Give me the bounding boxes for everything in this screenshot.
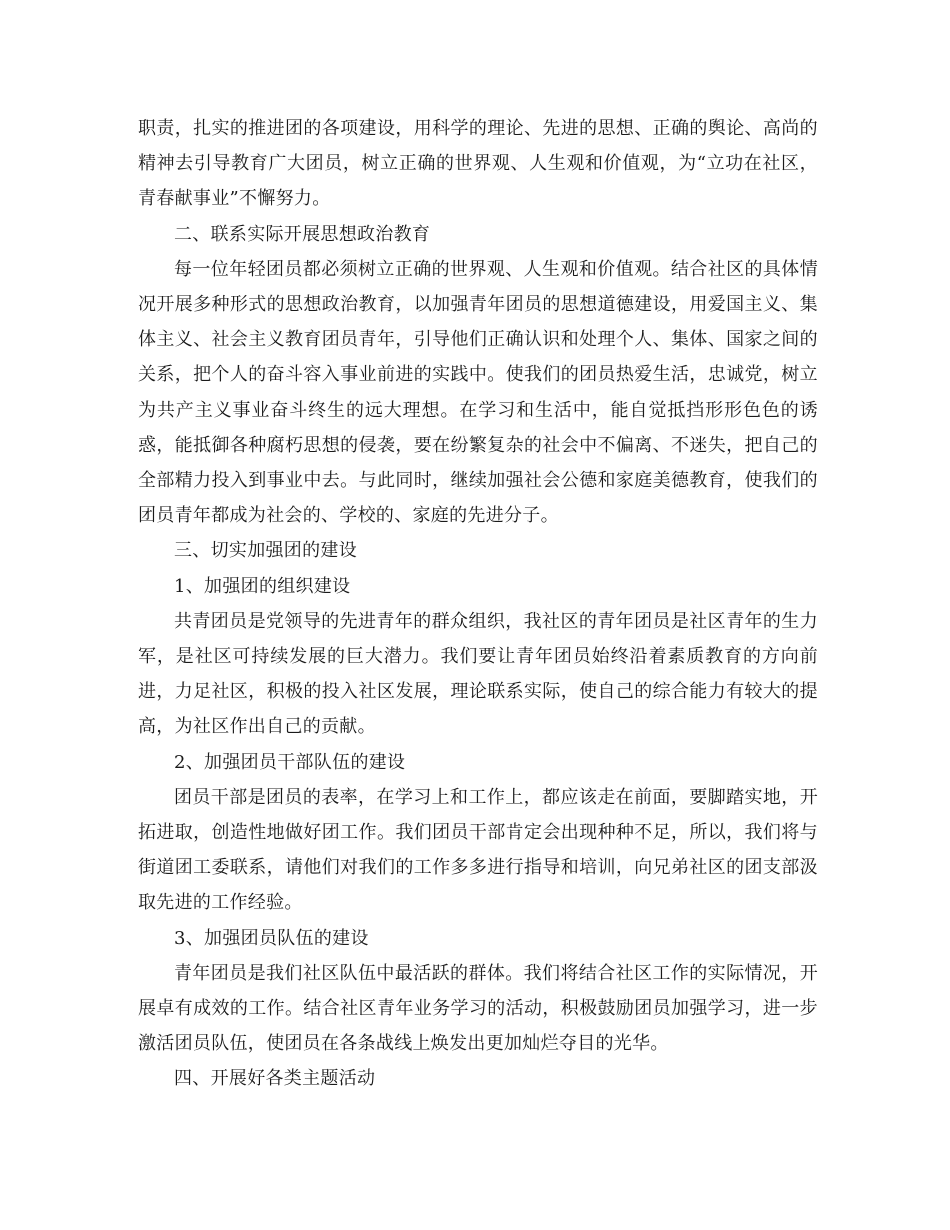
paragraph-members: 青年团员是我们社区队伍中最活跃的群体。我们将结合社区工作的实际情况，开展卓有成效的工作。结合社区青年业务学习的活动，积极鼓励团员加强学习，进一步激活团员队伍，使团员在各条战线上焕发出更加灿烂夺目的光华。: [138, 962, 818, 1055]
section-heading-3: 三、切实加强团的建设: [174, 540, 357, 562]
subsection-heading-3-2: 2、加强团员干部队伍的建设: [174, 751, 406, 773]
subsection-heading-3-1: 1、加强团的组织建设: [174, 575, 351, 597]
paragraph-cadres: 团员干部是团员的表率，在学习上和工作上，都应该走在前面，要脚踏实地，开拓进取，创造性地做好团工作。我们团员干部肯定会出现种种不足，所以，我们将与街道团工委联系，请他们对我们的工作多多进行指导和培训，向兄弟社区的团支部汲取先进的工作经验。: [138, 786, 818, 914]
paragraph-organization: 共青团员是党领导的先进青年的群众组织，我社区的青年团员是社区青年的生力军，是社区可持续发展的巨大潜力。我们要让青年团员始终沿着素质教育的方向前进，力足社区，积极的投入社区发展，理论联系实际，使自己的综合能力有较大的提高，为社区作出自己的贡献。: [138, 610, 818, 738]
paragraph-continued: 职责，扎实的推进团的各项建设，用科学的理论、先进的思想、正确的舆论、高尚的精神去引导教育广大团员，树立正确的世界观、人生观和价值观，为“立功在社区，青春献事业”不懈努力。: [138, 118, 818, 210]
section-heading-2: 二、联系实际开展思想政治教育: [174, 223, 431, 245]
document-body: [138, 111, 818, 1097]
paragraph-ideology-education: 每一位年轻团员都必须树立正确的世界观、人生观和价值观。结合社区的具体情况开展多种形式的思想政治教育，以加强青年团员的思想道德建设，用爱国主义、集体主义、社会主义教育团员青年，引导他们正确认识和处理个人、集体、国家之间的关系，把个人的奋斗容入事业前进的实践中。使我们的团员热爱生活，忠诚党，树立为共产主义事业奋斗终生的远大理想。在学习和生活中，能自觉抵挡形形色色的诱惑，能抵御各种腐朽思想的侵袭，要在纷繁复杂的社会中不偏离、不迷失，把自己的全部精力投入到事业中去。与此同时，继续加强社会公德和家庭美德教育，使我们的团员青年都成为社会的、学校的、家庭的先进分子。: [138, 258, 818, 527]
section-heading-4: 四、开展好各类主题活动: [174, 1068, 376, 1090]
subsection-heading-3-3: 3、加强团员队伍的建设: [174, 927, 369, 949]
